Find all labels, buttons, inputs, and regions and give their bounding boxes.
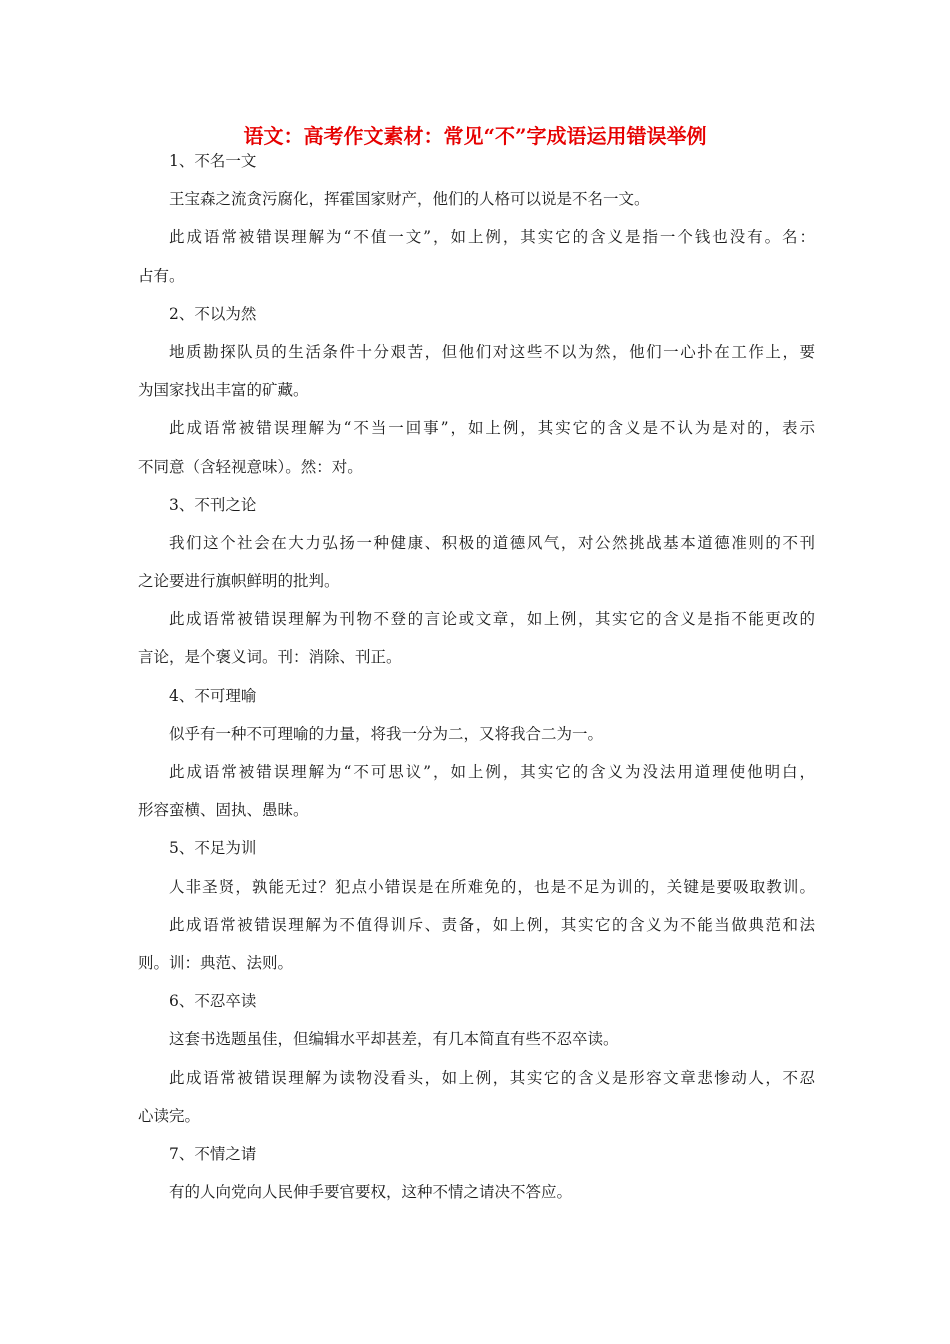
- text-line: 此成语常被错误理解为刊物不登的言论或文章，如上例，其实它的含义是指不能更改的: [169, 610, 815, 629]
- text-line: 此成语常被错误理解为不值得训斥、责备，如上例，其实它的含义为不能当做典范和法: [169, 915, 815, 934]
- text-line: 此成语常被错误理解为“不值一文”，如上例，其实它的含义是指一个钱也没有。名：: [169, 228, 815, 247]
- document-title: 语文：高考作文素材：常见“不”字成语运用错误举例: [243, 124, 707, 148]
- text-line: 王宝森之流贪污腐化，挥霍国家财产，他们的人格可以说是不名一文。: [169, 190, 650, 209]
- text-line: 这套书选题虽佳，但编辑水平却甚差，有几本简直有些不忍卒读。: [169, 1030, 619, 1049]
- text-line: 之论要进行旗帜鲜明的批判。: [138, 572, 340, 591]
- text-line: 7、不情之请: [169, 1144, 257, 1163]
- text-line: 不同意（含轻视意味）。然：对。: [138, 457, 363, 476]
- text-line: 则。训：典范、法则。: [138, 953, 294, 972]
- text-line: 人非圣贤，孰能无过？犯点小错误是在所难免的，也是不足为训的，关键是要吸取教训。: [169, 877, 815, 896]
- text-line: 占有。: [138, 266, 185, 285]
- text-line: 1、不名一文: [169, 152, 257, 170]
- text-line: 言论，是个褒义词。刊：消除、刊正。: [138, 648, 402, 667]
- text-line: 4、不可理喻: [169, 686, 257, 705]
- text-line: 形容蛮横、固执、愚昧。: [138, 801, 309, 820]
- text-line: 6、不忍卒读: [169, 992, 257, 1011]
- text-line: 似乎有一种不可理喻的力量，将我一分为二，又将我合二为一。: [169, 724, 604, 743]
- text-line: 此成语常被错误理解为“不当一回事”，如上例，其实它的含义是不认为是对的，表示: [169, 419, 815, 438]
- text-line: 5、不足为训: [169, 839, 257, 858]
- text-line: 此成语常被错误理解为读物没看头，如上例，其实它的含义是形容文章悲惨动人，不忍: [169, 1068, 815, 1087]
- document-body: [138, 152, 815, 1221]
- text-line: 3、不刊之论: [169, 495, 257, 514]
- text-line: 地质勘探队员的生活条件十分艰苦，但他们对这些不以为然，他们一心扑在工作上，要: [169, 342, 815, 361]
- text-line: 此成语常被错误理解为“不可思议”，如上例，其实它的含义为没法用道理使他明白，: [169, 763, 815, 781]
- text-line: 为国家找出丰富的矿藏。: [138, 381, 309, 400]
- text-line: 有的人向党向人民伸手要官要权，这种不情之请决不答应。: [169, 1183, 573, 1202]
- text-line: 我们这个社会在大力弘扬一种健康、积极的道德风气，对公然挑战基本道德准则的不刊: [169, 533, 815, 552]
- text-line: 2、不以为然: [169, 304, 257, 323]
- text-line: 心读完。: [138, 1106, 201, 1125]
